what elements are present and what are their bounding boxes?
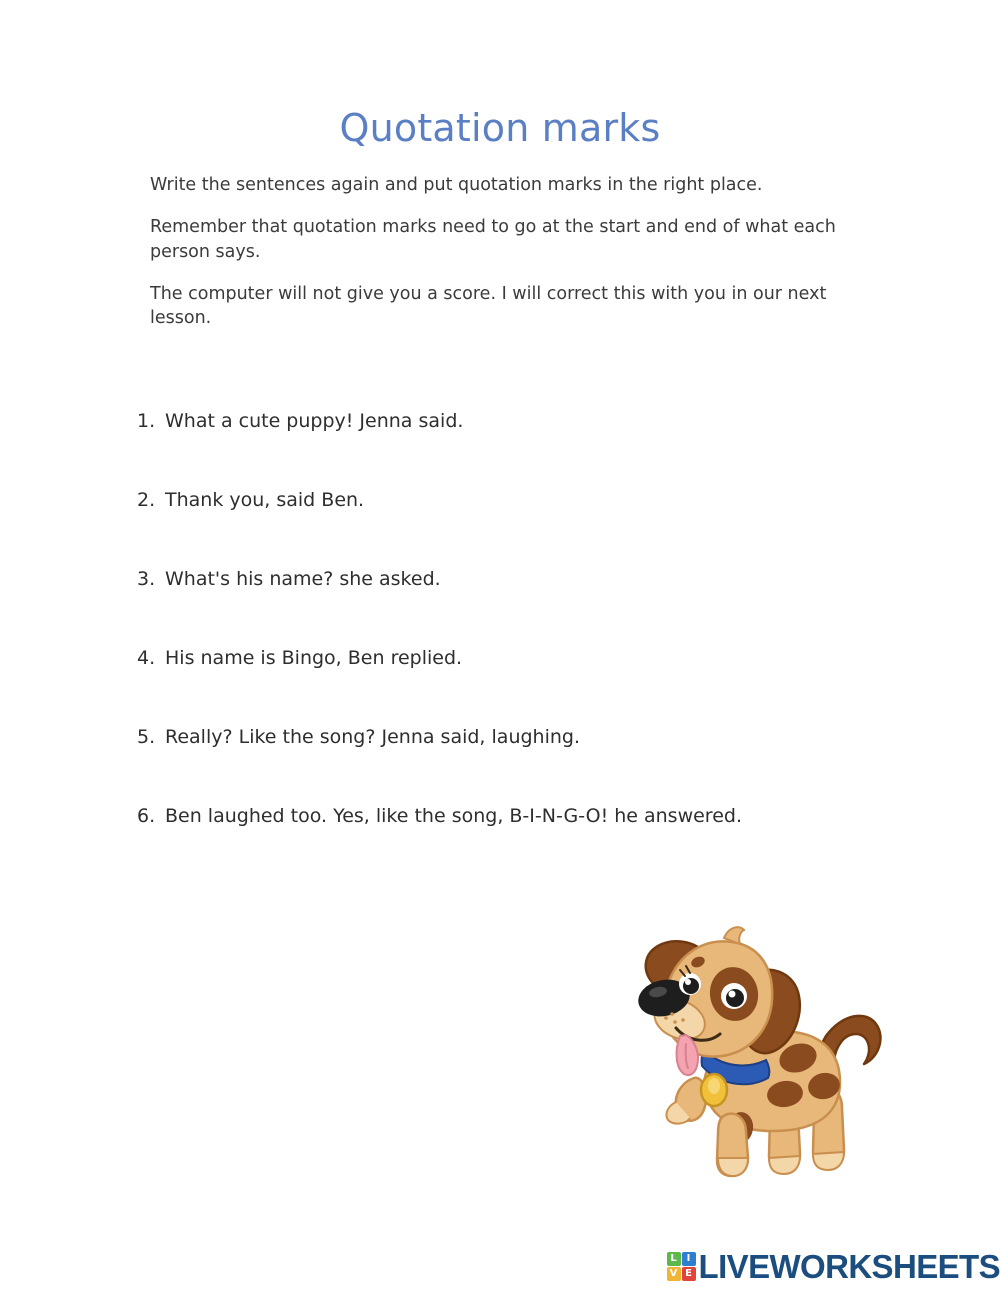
- liveworksheets-logo-mark: [667, 1252, 696, 1281]
- logo-tile-v: V: [667, 1267, 681, 1281]
- puppy-collar-tag-shine: [708, 1078, 720, 1094]
- puppy-illustration: [628, 918, 886, 1180]
- puppy-paw: [813, 1152, 844, 1170]
- list-item-number: 4.: [137, 647, 156, 669]
- list-item-number: 3.: [137, 568, 156, 590]
- puppy-eye-right-shine: [729, 991, 736, 998]
- puppy-eye-left-shine: [685, 979, 691, 985]
- instruction-paragraph: Remember that quotation marks need to go at the start and end of what each person says.: [150, 216, 836, 262]
- liveworksheets-wordmark: LIVEWORKSHEETS: [698, 1248, 1000, 1285]
- list-item: [137, 647, 897, 726]
- instruction-paragraph: Write the sentences again and put quotation marks in the right place.: [150, 175, 763, 195]
- list-item: [137, 568, 897, 647]
- list-item-text: Thank you, said Ben.: [165, 489, 365, 511]
- list-item-text: His name is Bingo, Ben replied.: [165, 647, 463, 669]
- puppy-eye-right-pupil: [726, 989, 744, 1007]
- puppy-freckle: [673, 1020, 677, 1024]
- puppy-eye-left-pupil: [683, 978, 699, 994]
- instruction-paragraph: The computer will not give you a score. I will correct this with you in our next lesson.: [150, 283, 827, 329]
- puppy-freckle: [664, 1016, 668, 1020]
- liveworksheets-logo[interactable]: [667, 1250, 1000, 1283]
- list-item-number: 6.: [137, 805, 156, 827]
- list-item-text: Really? Like the song? Jenna said, laughing.: [165, 726, 581, 748]
- page-title: Quotation marks: [339, 106, 661, 150]
- list-item: [137, 805, 897, 884]
- list-item-text: Ben laughed too. Yes, like the song, B-I-N-G-O! he answered.: [165, 805, 742, 827]
- logo-tile-e: E: [682, 1267, 696, 1281]
- list-item-number: 2.: [137, 489, 156, 511]
- list-item: [137, 726, 897, 805]
- list-item: [137, 489, 897, 568]
- sentence-list: [137, 410, 897, 884]
- logo-tile-l: L: [667, 1252, 681, 1266]
- puppy-paw: [769, 1156, 800, 1174]
- list-item-number: 1.: [137, 410, 156, 432]
- puppy-paw: [718, 1158, 748, 1176]
- puppy-freckle: [670, 1012, 674, 1016]
- logo-tile-i: I: [682, 1252, 696, 1266]
- puppy-freckle: [681, 1018, 685, 1022]
- list-item: [137, 410, 897, 489]
- list-item-text: What's his name? she asked.: [165, 568, 441, 590]
- list-item-number: 5.: [137, 726, 156, 748]
- list-item-text: What a cute puppy! Jenna said.: [165, 410, 464, 432]
- instructions-block: [150, 173, 850, 348]
